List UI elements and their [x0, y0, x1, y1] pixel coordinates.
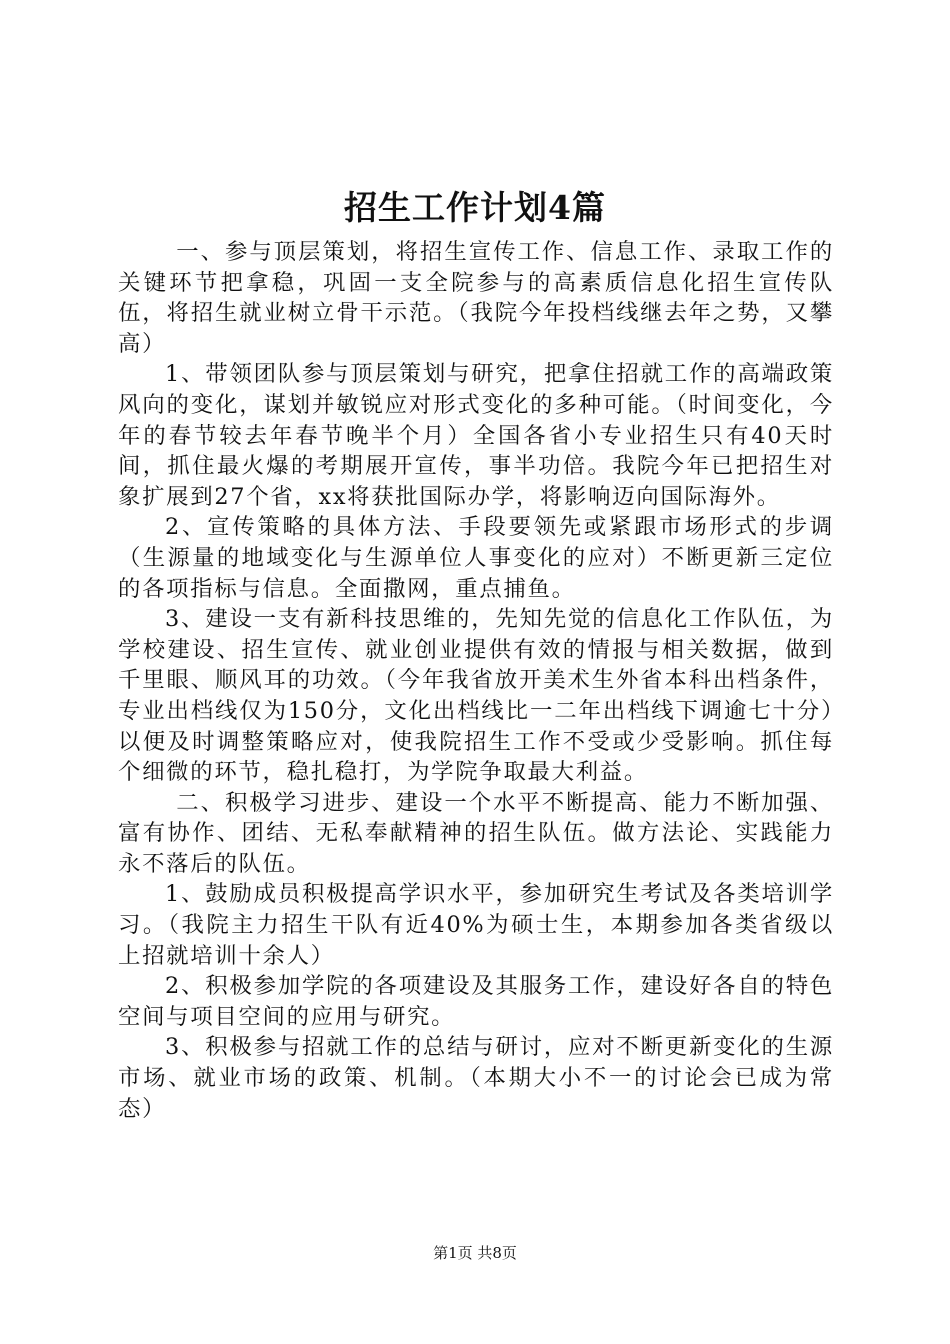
paragraph-5: 二、积极学习进步、建设一个水平不断提高、能力不断加强、富有协作、团结、无私奉献精神的招生队伍。做方法论、实践能力永不落后的队伍。	[118, 789, 834, 877]
paragraph-6: 1、鼓励成员积极提高学识水平，参加研究生考试及各类培训学习。（我院主力招生干队有近40%为硕士生，本期参加各类省级以上招就培训十余人）	[118, 881, 834, 969]
paragraph-4: 3、建设一支有新科技思维的，先知先觉的信息化工作队伍，为学校建设、招生宣传、就业创业提供有效的情报与相关数据，做到千里眼、顺风耳的功效。（今年我省放开美术生外省本科出档条件，专业出档线仅为150分，文化出档线比一二年出档线下调逾七十分）以便及时调整策略应对，使我院招生工作不受或少受影响。抓住每个细微的环节，稳扎稳打，为学院争取最大利益。	[118, 606, 834, 786]
paragraph-8: 3、积极参与招就工作的总结与研讨，应对不断更新变化的生源市场、就业市场的政策、机制。（本期大小不一的讨论会已成为常态）	[118, 1034, 834, 1122]
paragraph-1: 一、参与顶层策划，将招生宣传工作、信息工作、录取工作的关键环节把拿稳，巩固一支全院参与的高素质信息化招生宣传队伍，将招生就业树立骨干示范。（我院今年投档线继去年之势，又攀高）	[118, 239, 834, 357]
document-body	[118, 237, 834, 1124]
paragraph-3: 2、宣传策略的具体方法、手段要领先或紧跟市场形式的步调（生源量的地域变化与生源单位人事变化的应对）不断更新三定位的各项指标与信息。全面撒网，重点捕鱼。	[118, 514, 834, 602]
page-footer: 第1页 共8页	[433, 1244, 517, 1262]
paragraph-2: 1、带领团队参与顶层策划与研究，把拿住招就工作的高端政策风向的变化，谋划并敏锐应对形式变化的多种可能。（时间变化，今年的春节较去年春节晚半个月）全国各省小专业招生只有40天时间，抓住最火爆的考期展开宣传，事半功倍。我院今年已把招生对象扩展到27个省，xx将获批国际办学，将影响迈向国际海外。	[118, 361, 834, 510]
paragraph-7: 2、积极参加学院的各项建设及其服务工作，建设好各自的特色空间与项目空间的应用与研究。	[118, 973, 834, 1030]
document-title: 招生工作计划4篇	[344, 188, 606, 227]
